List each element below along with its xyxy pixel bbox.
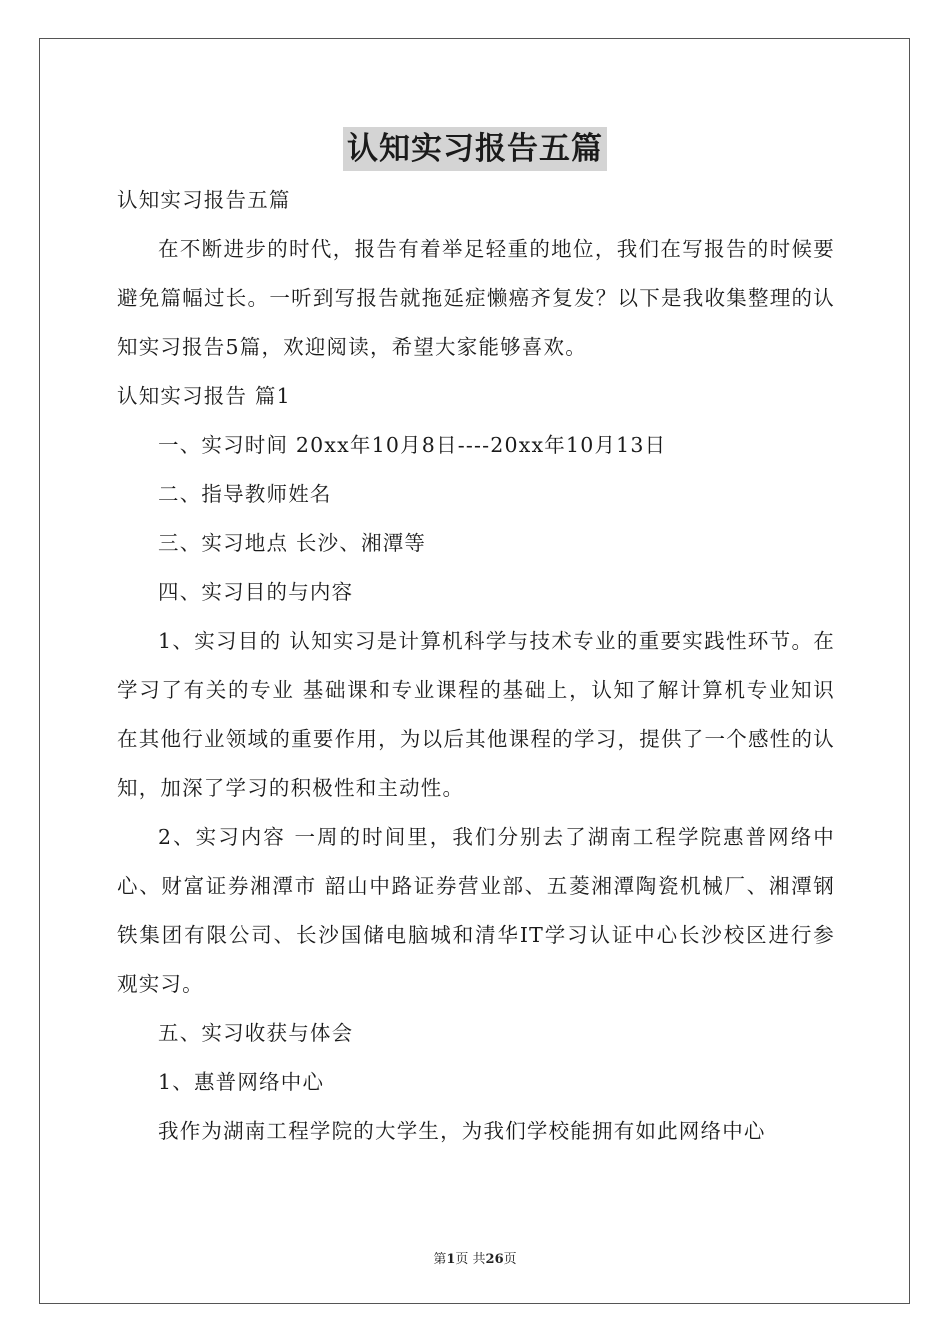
paragraph: 在不断进步的时代，报告有着举足轻重的地位，我们在写报告的时候要避免篇幅过长。一听到写报告就拖延症懒癌齐复发？以下是我收集整理的认知实习报告5篇，欢迎阅读，希望大家能够喜欢。	[117, 237, 835, 359]
paragraph: 三、实习地点 长沙、湘潭等	[158, 531, 427, 555]
page-footer	[0, 1248, 950, 1267]
document-body	[117, 176, 835, 1156]
paragraph: 二、指导教师姓名	[158, 482, 332, 506]
paragraph: 五、实习收获与体会	[158, 1021, 354, 1045]
paragraph: 2、实习内容 一周的时间里，我们分别去了湖南工程学院惠普网络中心、财富证券湘潭市 韶山中路证券营业部、五菱湘潭陶瓷机械厂、湘潭钢铁集团有限公司、长沙国储电脑城和清华IT学习认证中心长沙校区进行参观实习。	[117, 825, 835, 996]
paragraph: 一、实习时间 20xx年10月8日----20xx年10月13日	[158, 433, 667, 457]
paragraph: 1、惠普网络中心	[158, 1070, 325, 1094]
current-page-number: 1	[446, 1252, 456, 1267]
paragraph: 1、实习目的 认知实习是计算机科学与技术专业的重要实践性环节。在学习了有关的专业 基础课和专业课程的基础上，认知了解计算机专业知识在其他行业领域的重要作用，为以后其他课程的学习，提供了一个感性的认知，加深了学习的积极性和主动性。	[117, 629, 835, 800]
total-page-count: 26	[485, 1252, 504, 1267]
paragraph: 我作为湖南工程学院的大学生，为我们学校能拥有如此网络中心	[158, 1119, 766, 1143]
paragraph: 认知实习报告 篇1	[117, 384, 291, 408]
paragraph: 四、实习目的与内容	[158, 580, 354, 604]
title-container	[0, 127, 950, 171]
document-title: 认知实习报告五篇	[343, 127, 607, 171]
footer-suffix: 页	[503, 1252, 517, 1267]
footer-mid: 页 共	[455, 1252, 486, 1267]
paragraph: 认知实习报告五篇	[117, 188, 291, 212]
footer-prefix: 第	[433, 1252, 447, 1267]
